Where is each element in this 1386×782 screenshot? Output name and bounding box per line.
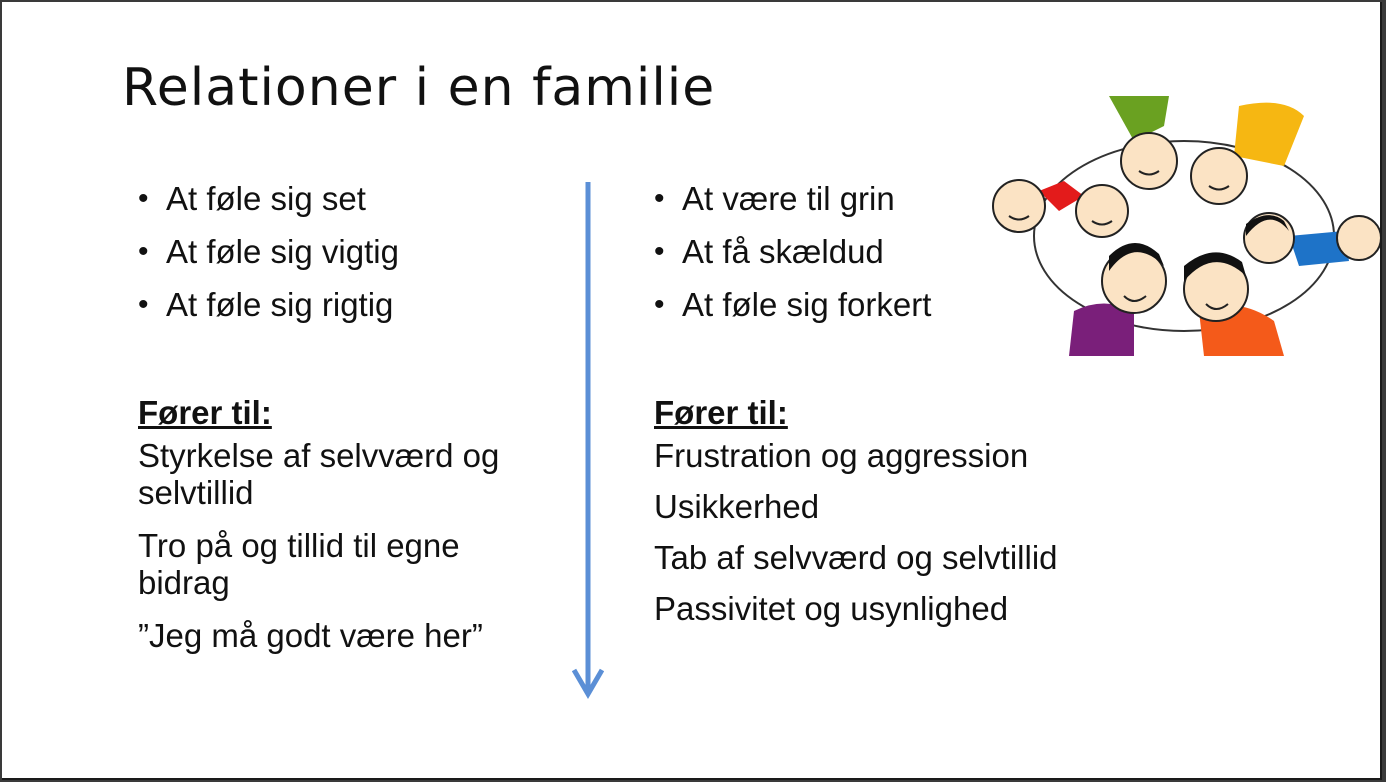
bullet-item: • At føle sig set	[138, 172, 558, 225]
down-arrow-icon	[572, 182, 604, 702]
bullet-item: • At få skældud	[654, 225, 1154, 278]
bullet-item: • At føle sig forkert	[654, 278, 1154, 331]
outcome-item: Passivitet og usynlighed	[654, 590, 1009, 627]
outcome-item: Styrkelse af selvværd og selvtillid	[138, 437, 500, 511]
outcome-item: Usikkerhed	[654, 488, 820, 525]
left-bullet-list	[138, 172, 558, 331]
children-circle-icon	[984, 96, 1380, 356]
outcome-item: Tab af selvværd og selvtillid	[654, 539, 1058, 576]
outcome-item: Tro på og tillid til egne bidrag	[138, 527, 460, 601]
left-column	[138, 172, 558, 670]
outcome-item: Frustration og aggression	[654, 437, 1029, 474]
left-outcome-list	[138, 437, 558, 654]
right-outcome-list	[654, 437, 1154, 627]
leads-to-heading: Fører til:	[138, 394, 272, 431]
slide	[2, 2, 1382, 780]
bullet-item: • At føle sig rigtig	[138, 278, 558, 331]
slide-title: Relationer i en familie	[122, 58, 716, 118]
leads-to-heading: Fører til:	[654, 394, 788, 431]
bullet-item: • At føle sig vigtig	[138, 225, 558, 278]
bullet-item: • At være til grin	[654, 172, 1154, 225]
outcome-item: ”Jeg må godt være her”	[138, 617, 483, 654]
